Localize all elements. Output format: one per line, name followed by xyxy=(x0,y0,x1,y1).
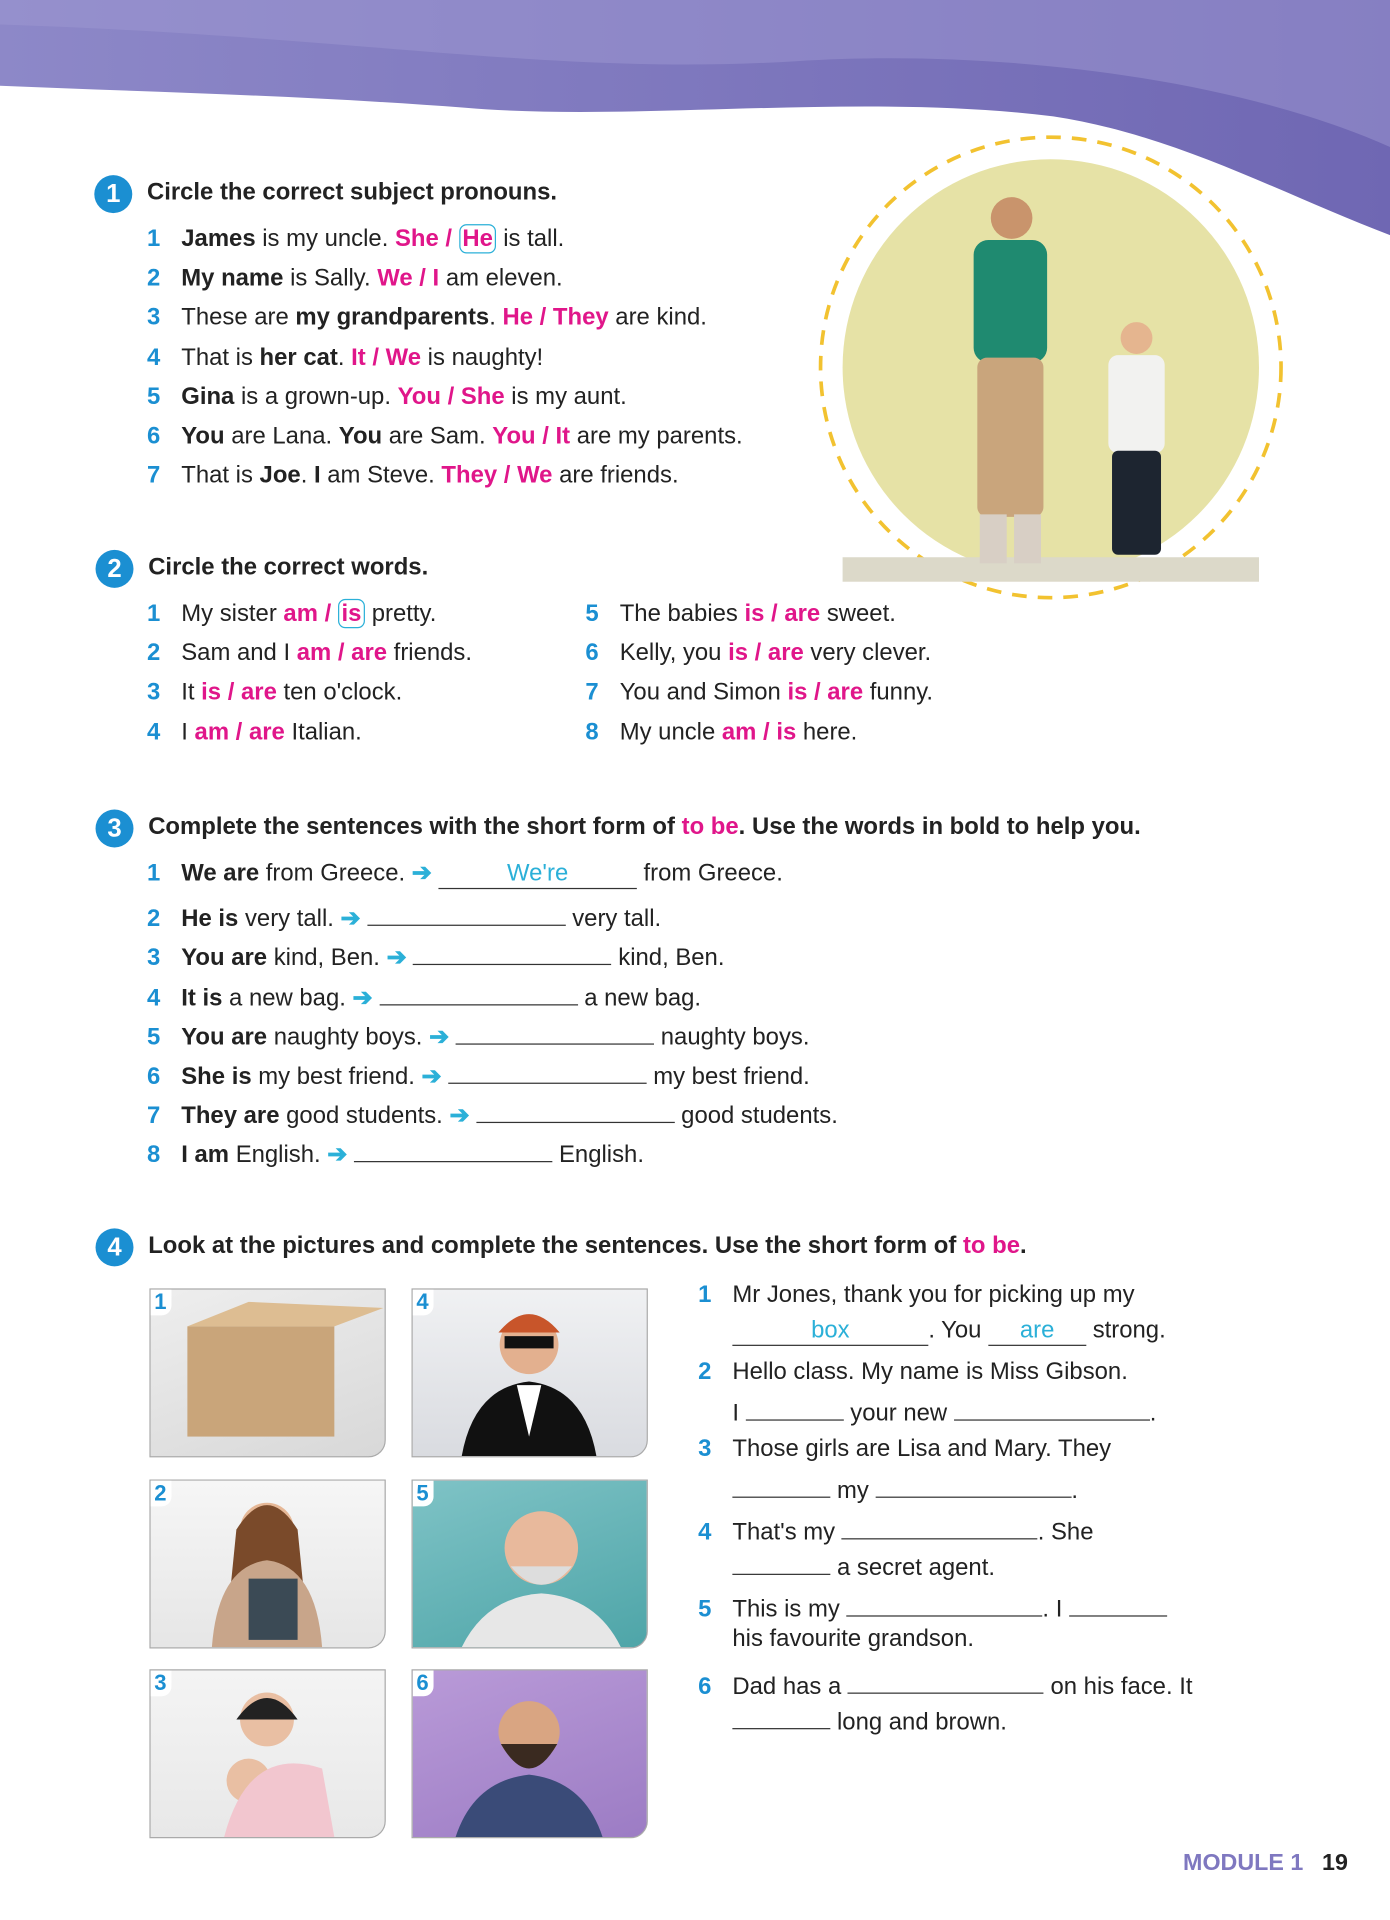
sentence-text: . xyxy=(1071,1476,1079,1504)
arrow-icon: ➔ xyxy=(386,944,407,972)
answer-choices[interactable]: is / are xyxy=(201,678,277,706)
answer-blank[interactable] xyxy=(732,1470,830,1498)
sentence-text xyxy=(449,1024,456,1051)
sentence-text xyxy=(407,945,414,972)
exercise-item xyxy=(698,1434,1111,1463)
exercise-item xyxy=(147,898,661,934)
item-number: 1 xyxy=(146,600,161,628)
exercise-item xyxy=(732,1315,1165,1346)
answer-choices[interactable]: They / We xyxy=(441,461,553,489)
sentence-text: kind, Ben. xyxy=(611,944,725,972)
exercise-item xyxy=(147,937,725,973)
exercise-item xyxy=(732,1392,1156,1428)
exercise-heading xyxy=(148,1232,1026,1260)
sentence-text: . I xyxy=(1042,1595,1069,1623)
sentence-text: very tall. xyxy=(565,905,662,933)
sentence-text: Mr Jones, thank you for picking up my xyxy=(732,1281,1135,1308)
answer-choices[interactable]: am / xyxy=(283,600,332,628)
item-number: 1 xyxy=(146,225,161,253)
answer-choices[interactable]: is / are xyxy=(744,600,821,628)
answer-blank[interactable] xyxy=(746,1392,844,1420)
exercise-item xyxy=(147,678,402,707)
sentence-text: English. xyxy=(229,1141,328,1169)
exercise-heading xyxy=(148,813,1141,841)
exercise-item xyxy=(147,421,743,450)
arrow-icon: ➔ xyxy=(421,1063,442,1090)
exercise-item xyxy=(585,678,933,707)
answer-blank[interactable] xyxy=(732,1701,830,1729)
sentence-text: My uncle xyxy=(619,718,722,746)
sentence-text: naughty boys. xyxy=(654,1023,810,1051)
exercise-number-badge: 1 xyxy=(94,175,132,213)
exercise-item xyxy=(698,1280,1134,1309)
exercise-item xyxy=(147,303,707,332)
item-number: 5 xyxy=(146,383,161,411)
sentence-text: is a grown-up. xyxy=(234,383,398,411)
answer-blank[interactable] xyxy=(367,898,565,926)
arrow-icon: ➔ xyxy=(429,1023,450,1051)
sentence-text: is tall. xyxy=(496,225,565,253)
answer-blank[interactable] xyxy=(846,1588,1042,1616)
sentence-text: My sister xyxy=(181,600,284,628)
answer-choices[interactable]: He / They xyxy=(502,304,609,332)
answer-blank[interactable] xyxy=(476,1095,674,1123)
sentence-text: naughty boys. xyxy=(267,1023,430,1051)
sentence-text: kind, Ben. xyxy=(267,944,387,972)
sentence-text: Dad has a xyxy=(732,1672,848,1700)
exercise-item xyxy=(147,461,679,490)
answer-choices[interactable]: She / xyxy=(394,225,453,253)
sentence-text xyxy=(361,905,368,932)
arrow-icon: ➔ xyxy=(340,905,361,933)
sentence-text: friends. xyxy=(387,639,473,667)
sentence-text: are my parents. xyxy=(570,422,743,450)
keyword: to be xyxy=(962,1232,1021,1259)
answer-blank[interactable] xyxy=(379,977,577,1005)
box-photo xyxy=(149,1288,385,1457)
answer-choices[interactable]: You / It xyxy=(492,422,571,450)
sentence-text: is my uncle. xyxy=(255,225,395,253)
bold-cue: You are xyxy=(181,1023,268,1051)
bold-cue: I am xyxy=(181,1141,230,1169)
sentence-text: my best friend. xyxy=(251,1063,422,1090)
heading-text: . Use the words in bold to help you. xyxy=(738,813,1141,841)
answer-choices[interactable]: am / are xyxy=(296,639,388,667)
bold-cue: My name xyxy=(181,264,284,292)
bold-cue: She is xyxy=(181,1063,252,1090)
exercise-item xyxy=(698,1357,1128,1386)
sentence-text: is Sally. xyxy=(283,264,378,292)
bold-cue: my grandparents xyxy=(295,304,490,332)
answer-blank[interactable]: are xyxy=(988,1318,1086,1346)
arrow-icon: ➔ xyxy=(411,859,432,887)
sentence-text: That is xyxy=(181,461,260,489)
item-number: 2 xyxy=(146,264,161,292)
sentence-text: pretty. xyxy=(365,600,437,628)
item-number: 4 xyxy=(146,984,161,1012)
circled-answer[interactable]: He xyxy=(459,224,497,253)
sentence-text: are Sam. xyxy=(382,422,493,450)
exercise-item xyxy=(147,1016,810,1052)
picture-number: 6 xyxy=(413,1670,434,1696)
arrow-icon: ➔ xyxy=(449,1102,470,1130)
grandfather-photo xyxy=(411,1479,647,1648)
bold-cue: We are xyxy=(181,859,260,887)
sentence-text: funny. xyxy=(863,678,934,706)
sentence-text: are kind. xyxy=(608,304,707,332)
item-number: 6 xyxy=(698,1672,712,1700)
sentence-text: from Greece. xyxy=(259,859,412,887)
bearded-dad-photo xyxy=(411,1669,647,1838)
sentence-text: . xyxy=(1149,1399,1157,1427)
sentence-text: good students. xyxy=(279,1102,450,1130)
exercise-item xyxy=(147,342,543,371)
bold-cue: Gina xyxy=(181,383,235,411)
answer-choices[interactable]: is / are xyxy=(787,678,864,706)
item-number: 7 xyxy=(585,678,599,706)
answer-blank[interactable] xyxy=(1069,1588,1167,1616)
page-footer xyxy=(1183,1851,1348,1878)
sentence-text: long and brown. xyxy=(830,1708,1007,1736)
sentence-text: These are xyxy=(181,304,296,332)
item-number: 3 xyxy=(146,944,161,972)
heading-text: Look at the pictures and complete the sentences. Use the short form of xyxy=(148,1232,963,1259)
answer-choices[interactable]: is / are xyxy=(728,639,804,667)
sentence-text: my best friend. xyxy=(646,1063,810,1090)
picture-number: 4 xyxy=(413,1290,434,1316)
answer-choices[interactable]: We / I xyxy=(377,264,440,292)
sentence-text: Italian. xyxy=(284,718,362,746)
item-number: 6 xyxy=(146,1063,161,1090)
sentence-text: a secret agent. xyxy=(830,1554,995,1582)
sentence-text xyxy=(347,1142,354,1169)
picture-number: 3 xyxy=(151,1670,172,1696)
sentence-text: am Steve. xyxy=(320,461,442,489)
exercise-item xyxy=(698,1666,1192,1702)
circled-answer[interactable]: is xyxy=(338,599,365,628)
sentence-text: good students. xyxy=(674,1102,838,1130)
sentence-text: a new bag. xyxy=(577,984,702,1012)
item-number: 3 xyxy=(698,1435,712,1463)
exercise-number-badge: 2 xyxy=(96,550,134,588)
item-number: 6 xyxy=(146,422,161,450)
item-number: 6 xyxy=(585,639,599,667)
item-number: 4 xyxy=(698,1518,712,1546)
sentence-text: are friends. xyxy=(552,461,679,489)
sentence-text: Those girls are Lisa and Mary. They xyxy=(732,1435,1112,1463)
sentence-text: am eleven. xyxy=(439,264,563,292)
sentence-text: Hello class. My name is Miss Gibson. xyxy=(732,1358,1128,1386)
sentence-text: English. xyxy=(552,1141,644,1169)
sentence-text: from Greece. xyxy=(636,859,783,887)
item-number: 1 xyxy=(698,1281,712,1308)
bold-cue: You are xyxy=(181,944,268,972)
answer-blank[interactable] xyxy=(842,1511,1038,1539)
heading-text: . xyxy=(1020,1232,1027,1259)
exercise-item xyxy=(147,224,564,253)
exercise-heading: Circle the correct words. xyxy=(148,553,429,581)
sentence-text: I xyxy=(181,718,195,746)
exercise-item xyxy=(585,638,931,667)
sentence-text: his favourite grandson. xyxy=(732,1625,975,1653)
arrow-icon: ➔ xyxy=(352,984,373,1012)
bold-cue: They are xyxy=(181,1102,280,1130)
teacher-photo xyxy=(149,1479,385,1648)
exercise-item xyxy=(147,717,362,746)
sentence-text: I xyxy=(732,1399,746,1427)
bold-cue: I xyxy=(314,461,321,489)
exercise-item xyxy=(147,1135,644,1171)
answer-choices[interactable]: am / are xyxy=(194,718,285,746)
sentence-text: . xyxy=(337,343,352,371)
bold-cue: It is xyxy=(181,984,223,1012)
item-number: 5 xyxy=(585,600,599,628)
sentence-text: That is xyxy=(181,343,260,371)
answer-blank[interactable] xyxy=(354,1135,552,1163)
picture-number: 2 xyxy=(151,1480,172,1506)
sentence-text: is naughty! xyxy=(421,343,544,371)
sentence-text: sweet. xyxy=(820,600,896,628)
item-number: 4 xyxy=(146,718,161,746)
bold-cue: Joe xyxy=(259,461,301,489)
bold-cue: You xyxy=(338,422,383,450)
exercise-item xyxy=(147,1056,810,1092)
sentence-text: This is my xyxy=(732,1595,847,1623)
answer-blank[interactable] xyxy=(875,1470,1071,1498)
sentence-text: very clever. xyxy=(803,639,932,667)
picture-number: 1 xyxy=(151,1290,172,1316)
sentence-text: . You xyxy=(928,1316,989,1344)
module-label: MODULE 1 xyxy=(1183,1850,1304,1877)
sentence-text: Sam and I xyxy=(181,639,297,667)
sentence-text: a new bag. xyxy=(222,984,353,1012)
sisters-photo xyxy=(149,1669,385,1838)
sentence-text xyxy=(373,984,380,1011)
keyword: to be xyxy=(681,813,739,841)
bold-cue: James xyxy=(181,225,256,253)
item-number: 7 xyxy=(146,1102,161,1130)
sentence-text: is my aunt. xyxy=(504,383,627,411)
exercise-item xyxy=(585,717,857,746)
sentence-text: strong. xyxy=(1086,1316,1166,1344)
secret-agent-photo xyxy=(411,1288,647,1457)
sentence-text: very tall. xyxy=(238,905,341,933)
sentence-text: ten o'clock. xyxy=(276,678,403,706)
page-number: 19 xyxy=(1322,1850,1348,1877)
item-number: 8 xyxy=(146,1141,161,1169)
answer-choices[interactable]: It / We xyxy=(351,343,422,371)
sentence-text: Kelly, you xyxy=(619,639,729,667)
item-number: 5 xyxy=(146,1023,161,1051)
item-number: 2 xyxy=(698,1358,712,1386)
answer-blank[interactable] xyxy=(954,1392,1150,1420)
exercise-item xyxy=(732,1470,1078,1506)
sentence-text: your new xyxy=(843,1399,954,1427)
item-number: 2 xyxy=(146,639,161,667)
exercise-item xyxy=(732,1547,995,1583)
exercise-item xyxy=(585,599,895,628)
exercise-item xyxy=(732,1701,1007,1737)
sentence-text: . xyxy=(489,304,503,332)
answer-blank[interactable] xyxy=(848,1666,1044,1694)
exercise-item xyxy=(147,977,701,1013)
exercise-item xyxy=(147,382,627,411)
bold-cue: He is xyxy=(181,905,239,933)
sentence-text xyxy=(331,600,338,627)
answer-blank[interactable] xyxy=(413,937,611,965)
exercise-item xyxy=(698,1588,1167,1624)
exercise-item xyxy=(732,1624,974,1653)
sentence-text: You and Simon xyxy=(619,678,788,706)
answer-choices[interactable]: am / is xyxy=(721,718,797,746)
bold-cue: You xyxy=(181,422,225,450)
sentence-text: It xyxy=(181,678,202,706)
item-number: 7 xyxy=(146,461,161,489)
sentence-text: The babies xyxy=(619,600,745,628)
answer-blank[interactable] xyxy=(456,1016,654,1044)
sentence-text: my xyxy=(830,1476,876,1504)
answer-blank[interactable]: box xyxy=(732,1318,928,1346)
heading-text: Complete the sentences with the short form of xyxy=(148,813,682,841)
sentence-text: That's my xyxy=(732,1518,842,1546)
item-number: 8 xyxy=(585,718,599,746)
item-number: 4 xyxy=(146,343,161,371)
exercise-item xyxy=(147,638,472,667)
answer-choices[interactable]: You / She xyxy=(397,383,505,411)
exercise-item xyxy=(147,859,783,890)
sentence-text: . She xyxy=(1037,1518,1094,1546)
answer-blank[interactable] xyxy=(448,1056,646,1084)
item-number: 3 xyxy=(146,678,161,706)
bold-cue: her cat xyxy=(259,343,338,371)
arrow-icon: ➔ xyxy=(327,1141,348,1169)
exercise-number-badge: 4 xyxy=(96,1228,134,1266)
sentence-text: are Lana. xyxy=(224,422,339,450)
exercise-number-badge: 3 xyxy=(96,810,134,848)
sentence-text: on his face. It xyxy=(1043,1672,1193,1700)
item-number: 2 xyxy=(146,905,161,933)
item-number: 5 xyxy=(698,1595,712,1623)
exercise-item xyxy=(698,1511,1093,1547)
answer-blank[interactable] xyxy=(732,1547,830,1575)
sentence-text xyxy=(452,225,459,252)
item-number: 1 xyxy=(146,859,161,887)
exercise-heading: Circle the correct subject pronouns. xyxy=(146,178,558,206)
item-number: 3 xyxy=(146,304,161,332)
sentence-text xyxy=(432,860,439,887)
sentence-text: . xyxy=(300,461,315,489)
exercise-item xyxy=(147,1095,838,1131)
sentence-text xyxy=(442,1063,449,1090)
picture-number: 5 xyxy=(413,1480,434,1506)
answer-blank[interactable]: We're xyxy=(438,861,636,889)
sentence-text: here. xyxy=(796,718,858,746)
exercise-item xyxy=(147,264,563,293)
exercise-item xyxy=(147,599,436,628)
height-photo xyxy=(808,122,1298,612)
